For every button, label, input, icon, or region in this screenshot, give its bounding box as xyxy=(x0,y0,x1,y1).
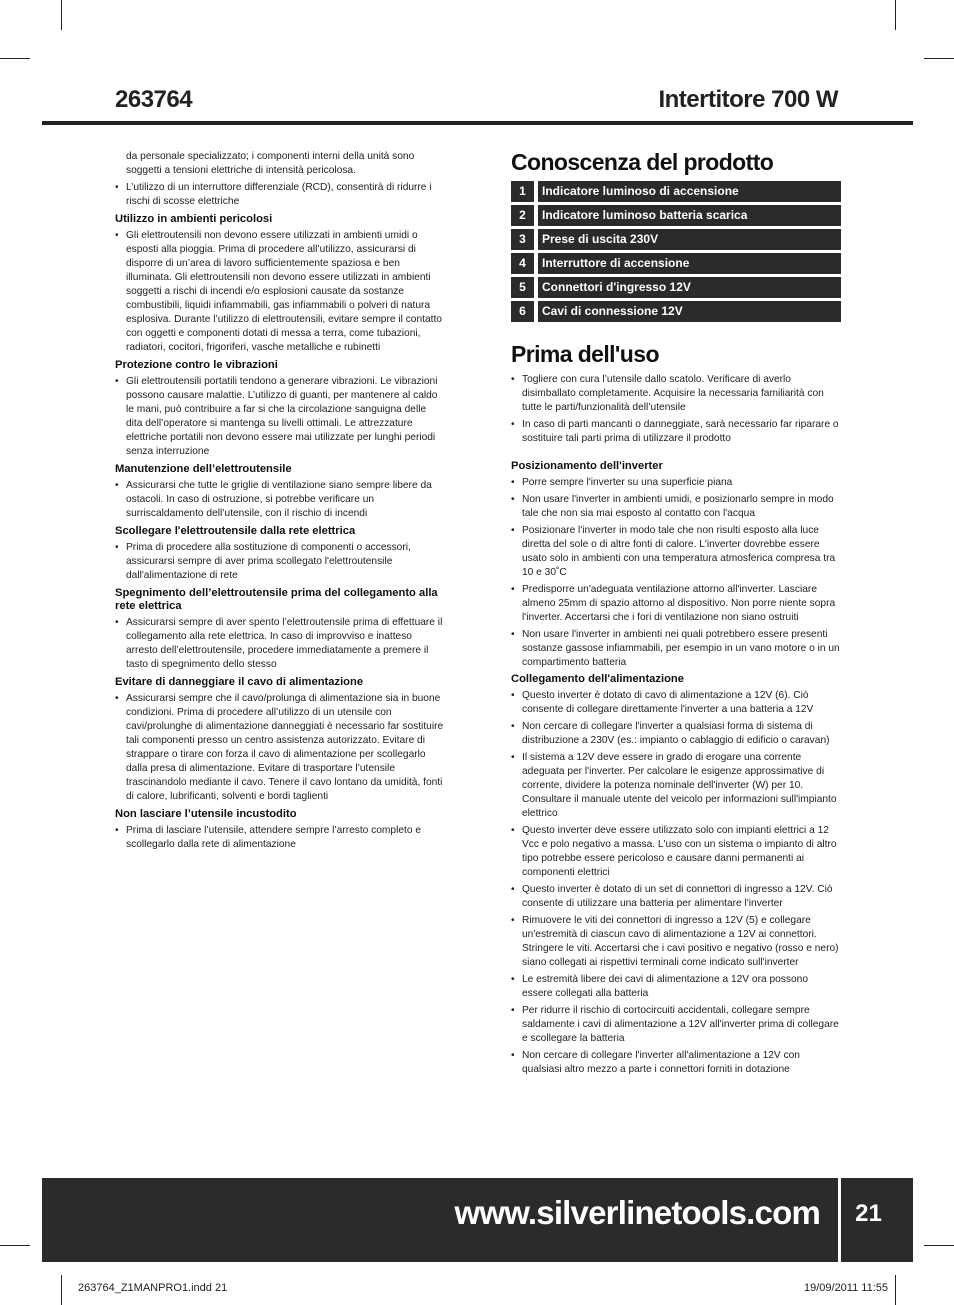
part-number: 6 xyxy=(511,301,534,322)
part-row xyxy=(511,301,841,322)
list-item: da personale specializzato; i componenti interni della unità sono soggetti a tensioni elettriche di intensità pericolosa. xyxy=(126,151,415,176)
crop-mark xyxy=(61,0,62,30)
part-row xyxy=(511,205,841,226)
list-item: • Togliere con cura l’utensile dallo scatolo. Verificare di averlo disimballato completamente. Acquisire la necessaria familiarità con tutte le parti/funzionalità dell’utensile xyxy=(511,373,841,415)
part-row xyxy=(511,253,841,274)
section-heading: Collegamento dell'alimentazione xyxy=(511,673,684,685)
section-heading: Posizionamento dell'inverter xyxy=(511,460,663,472)
crop-mark xyxy=(61,1275,62,1305)
left-column xyxy=(115,150,445,855)
crop-mark xyxy=(0,58,30,59)
page-title: Intertitore 700 W xyxy=(658,86,838,113)
list-item: • L’utilizzo di un interruttore differenziale (RCD), consentirà di ridurre i rischi di scosse elettriche xyxy=(115,181,445,209)
part-label: Indicatore luminoso batteria scarica xyxy=(538,205,841,226)
list-item: • Assicurarsi sempre che il cavo/prolunga di alimentazione sia in buone condizioni. Prima di procedere all’utilizzo di un utensile con cavi/prolunghe di alimentazione danneggiati è necessario far sostituire tali componenti presso un centro assistenza autorizzato. Evitare di strappare o tirare con forza il cavo di alimentazione per scollegarlo dalla presa di alimentazione. Evitare di trasportare l’utensile trascinandolo mediante il cavo. Tenere il cavo lontano da umidità, fonti di calore, lubrificanti, solventi e bordi taglienti xyxy=(115,692,445,804)
part-label: Cavi di connessione 12V xyxy=(538,301,841,322)
product-code: 263764 xyxy=(115,86,193,113)
part-number: 1 xyxy=(511,181,534,202)
list-item: • Rimuovere le viti dei connettori di ingresso a 12V (5) e collegare un'estremità di ciascun cavo di alimentazione a 12V ai connettori. Stringere le viti. Accertarsi che i cavi positivo e negativo (rosso e nero) siano collegati ai rispettivi terminali come indicato sull'inverter xyxy=(511,914,841,970)
intro-list xyxy=(115,150,445,209)
list-item: • Prima di procedere alla sostituzione di componenti o accessori, assicurarsi sempre di aver prima scollegato l'elettroutensile dall'alimentazione di rete xyxy=(115,541,445,583)
list-item: • Non cercare di collegare l'inverter all'alimentazione a 12V con qualsiasi altro mezzo a parte i connettori forniti in dotazione xyxy=(511,1049,841,1077)
crop-mark xyxy=(895,0,896,30)
part-number: 4 xyxy=(511,253,534,274)
slug-timestamp: 19/09/2011 11:55 xyxy=(803,1282,888,1294)
right-column xyxy=(511,148,841,1080)
use-list xyxy=(511,373,841,446)
list-item: • In caso di parti mancanti o danneggiate, sarà necessario far riparare o sostituire tali parti prima di utilizzare il prodotto xyxy=(511,418,841,446)
list-item: • Non usare l'inverter in ambienti umidi, e posizionarlo sempre in modo tale che non sia mai esposto al contatto con l'acqua xyxy=(511,493,841,521)
page-number-box xyxy=(841,1178,913,1262)
part-label: Connettori d'ingresso 12V xyxy=(538,277,841,298)
part-row xyxy=(511,181,841,202)
part-number: 3 xyxy=(511,229,534,250)
part-row xyxy=(511,277,841,298)
parts-list xyxy=(511,181,841,322)
product-heading: Conoscenza del prodotto xyxy=(511,149,774,175)
header-rule xyxy=(42,121,913,125)
list-item: • Gli elettroutensili portatili tendono a generare vibrazioni. Le vibrazioni possono causare malattie. L’utilizzo di guanti, per mantenere al caldo le mani, può contribuire a far si che la circolazione sanguigna delle dita dell’operatore si mantenga su livelli ottimali. Le attrezzature elettriche portatili non devono essere mai utilizzate per lunghi periodi senza interruzione xyxy=(115,375,445,459)
list-item: • Questo inverter è dotato di un set di connettori di ingresso a 12V. Ciò consente di utilizzare una batteria per alimentare l'inverter xyxy=(511,883,841,911)
list-item: • Assicurarsi che tutte le griglie di ventilazione siano sempre libere da ostacoli. In caso di ostruzione, si potrebbe verificare un surriscaldamento dell’utensile, con il rischio di incendi xyxy=(115,479,445,521)
part-label: Indicatore luminoso di accensione xyxy=(538,181,841,202)
section-heading: Manutenzione dell’elettroutensile xyxy=(115,463,292,475)
list-item: • Porre sempre l'inverter su una superficie piana xyxy=(511,476,841,490)
crop-mark xyxy=(0,1245,30,1246)
footer-bar xyxy=(42,1178,838,1262)
list-item: • Assicurarsi sempre di aver spento l’elettroutensile prima di effettuare il collegamento alla rete elettrica. In caso di improvviso e inatteso arresto dell’elettroutensile, procedere immediatamente a premere il tasto di spegnimento dello stesso xyxy=(115,616,445,672)
list-item: • Gli elettroutensili non devono essere utilizzati in ambienti umidi o esposti alla pioggia. Prima di procedere all’utilizzo, assicurarsi di disporre di un’area di lavoro sufficientemente spaziosa e ben illuminata. Gli elettroutensili non devono essere utilizzati in ambienti soggetti a rischi di incendi e/o esplosioni causate da sostanze combustibili, liquidi infiammabili, gas infiammabili o polveri di natura esplosiva. Durante l’utilizzo di elettroutensili, evitare sempre il contatto con oggetti e componenti dotati di messa a terra, come tubazioni, radiatori, cocitori, frigoriferi, vasche metalliche e rubinetti xyxy=(115,229,445,355)
list-item: • Predisporre un'adeguata ventilazione attorno all'inverter. Lasciare almeno 25mm di spazio attorno al dispositivo. Non porre niente sopra l'inverter. Accertarsi che i fori di ventilazione non siano ostruiti xyxy=(511,583,841,625)
list-item: • Prima di lasciare l’utensile, attendere sempre l’arresto completo e scollegarlo dalla rete di alimentazione xyxy=(115,824,445,852)
part-number: 5 xyxy=(511,277,534,298)
list-item: • Questo inverter deve essere utilizzato solo con impianti elettrici a 12 Vcc e polo negativo a massa. L'uso con un sistema o impianto di altro tipo potrebbe essere pericoloso e causare danni permanenti ai componenti elettrici xyxy=(511,824,841,880)
crop-mark xyxy=(924,58,954,59)
section-heading: Scollegare l'elettroutensile dalla rete elettrica xyxy=(115,525,356,537)
website-link[interactable]: www.silverlinetools.com xyxy=(454,1194,820,1231)
part-number: 2 xyxy=(511,205,534,226)
use-heading: Prima dell'uso xyxy=(511,341,659,367)
section-heading: Utilizzo in ambienti pericolosi xyxy=(115,213,273,225)
list-item: • Non cercare di collegare l'inverter a qualsiasi forma di sistema di distribuzione a 230V (es.: impianto o cablaggio di edificio o caravan) xyxy=(511,720,841,748)
part-row xyxy=(511,229,841,250)
list-item: • Le estremità libere dei cavi di alimentazione a 12V ora possono essere collegati alla batteria xyxy=(511,973,841,1001)
section-heading: Protezione contro le vibrazioni xyxy=(115,359,278,371)
section-heading: Evitare di danneggiare il cavo di alimentazione xyxy=(115,676,364,688)
list-item: • Non usare l'inverter in ambienti nei quali potrebbero essere presenti sostanze gassose infiammabili, per esempio in un vano motore o in un compartimento batteria xyxy=(511,628,841,670)
list-item: • Posizionare l'inverter in modo tale che non risulti esposto alla luce diretta del sole o di altre fonti di calore. L'inverter dovrebbe essere usato solo in ambienti con una temperatura atmosferica compresa tra 10 e 30˚C xyxy=(511,524,841,580)
part-label: Interruttore di accensione xyxy=(538,253,841,274)
page-number: 21 xyxy=(855,1200,882,1227)
list-item: • Il sistema a 12V deve essere in grado di erogare una corrente adeguata per l'inverter. Per calcolare le esigenze approssimative di corrente, dividere la potenza nominale dell'inverter (W) per 10. Consultare il manuale utente del veicolo per informazioni sull'impianto elettrico xyxy=(511,751,841,821)
list-item: • Questo inverter è dotato di cavo di alimentazione a 12V (6). Ciò consente di collegare direttamente l'inverter a una batteria a 12V xyxy=(511,689,841,717)
slug-filename: 263764_Z1MANPRO1.indd 21 xyxy=(78,1282,228,1294)
list-item: • Per ridurre il rischio di cortocircuiti accidentali, collegare sempre saldamente i cavi di alimentazione a 12V all'inverter prima di collegare e scollegare la batteria xyxy=(511,1004,841,1046)
part-label: Prese di uscita 230V xyxy=(538,229,841,250)
crop-mark xyxy=(895,1275,896,1305)
crop-mark xyxy=(924,1245,954,1246)
section-heading: Spegnimento dell’elettroutensile prima del collegamento alla rete elettrica xyxy=(115,587,438,612)
section-heading: Non lasciare l’utensile incustodito xyxy=(115,808,297,820)
